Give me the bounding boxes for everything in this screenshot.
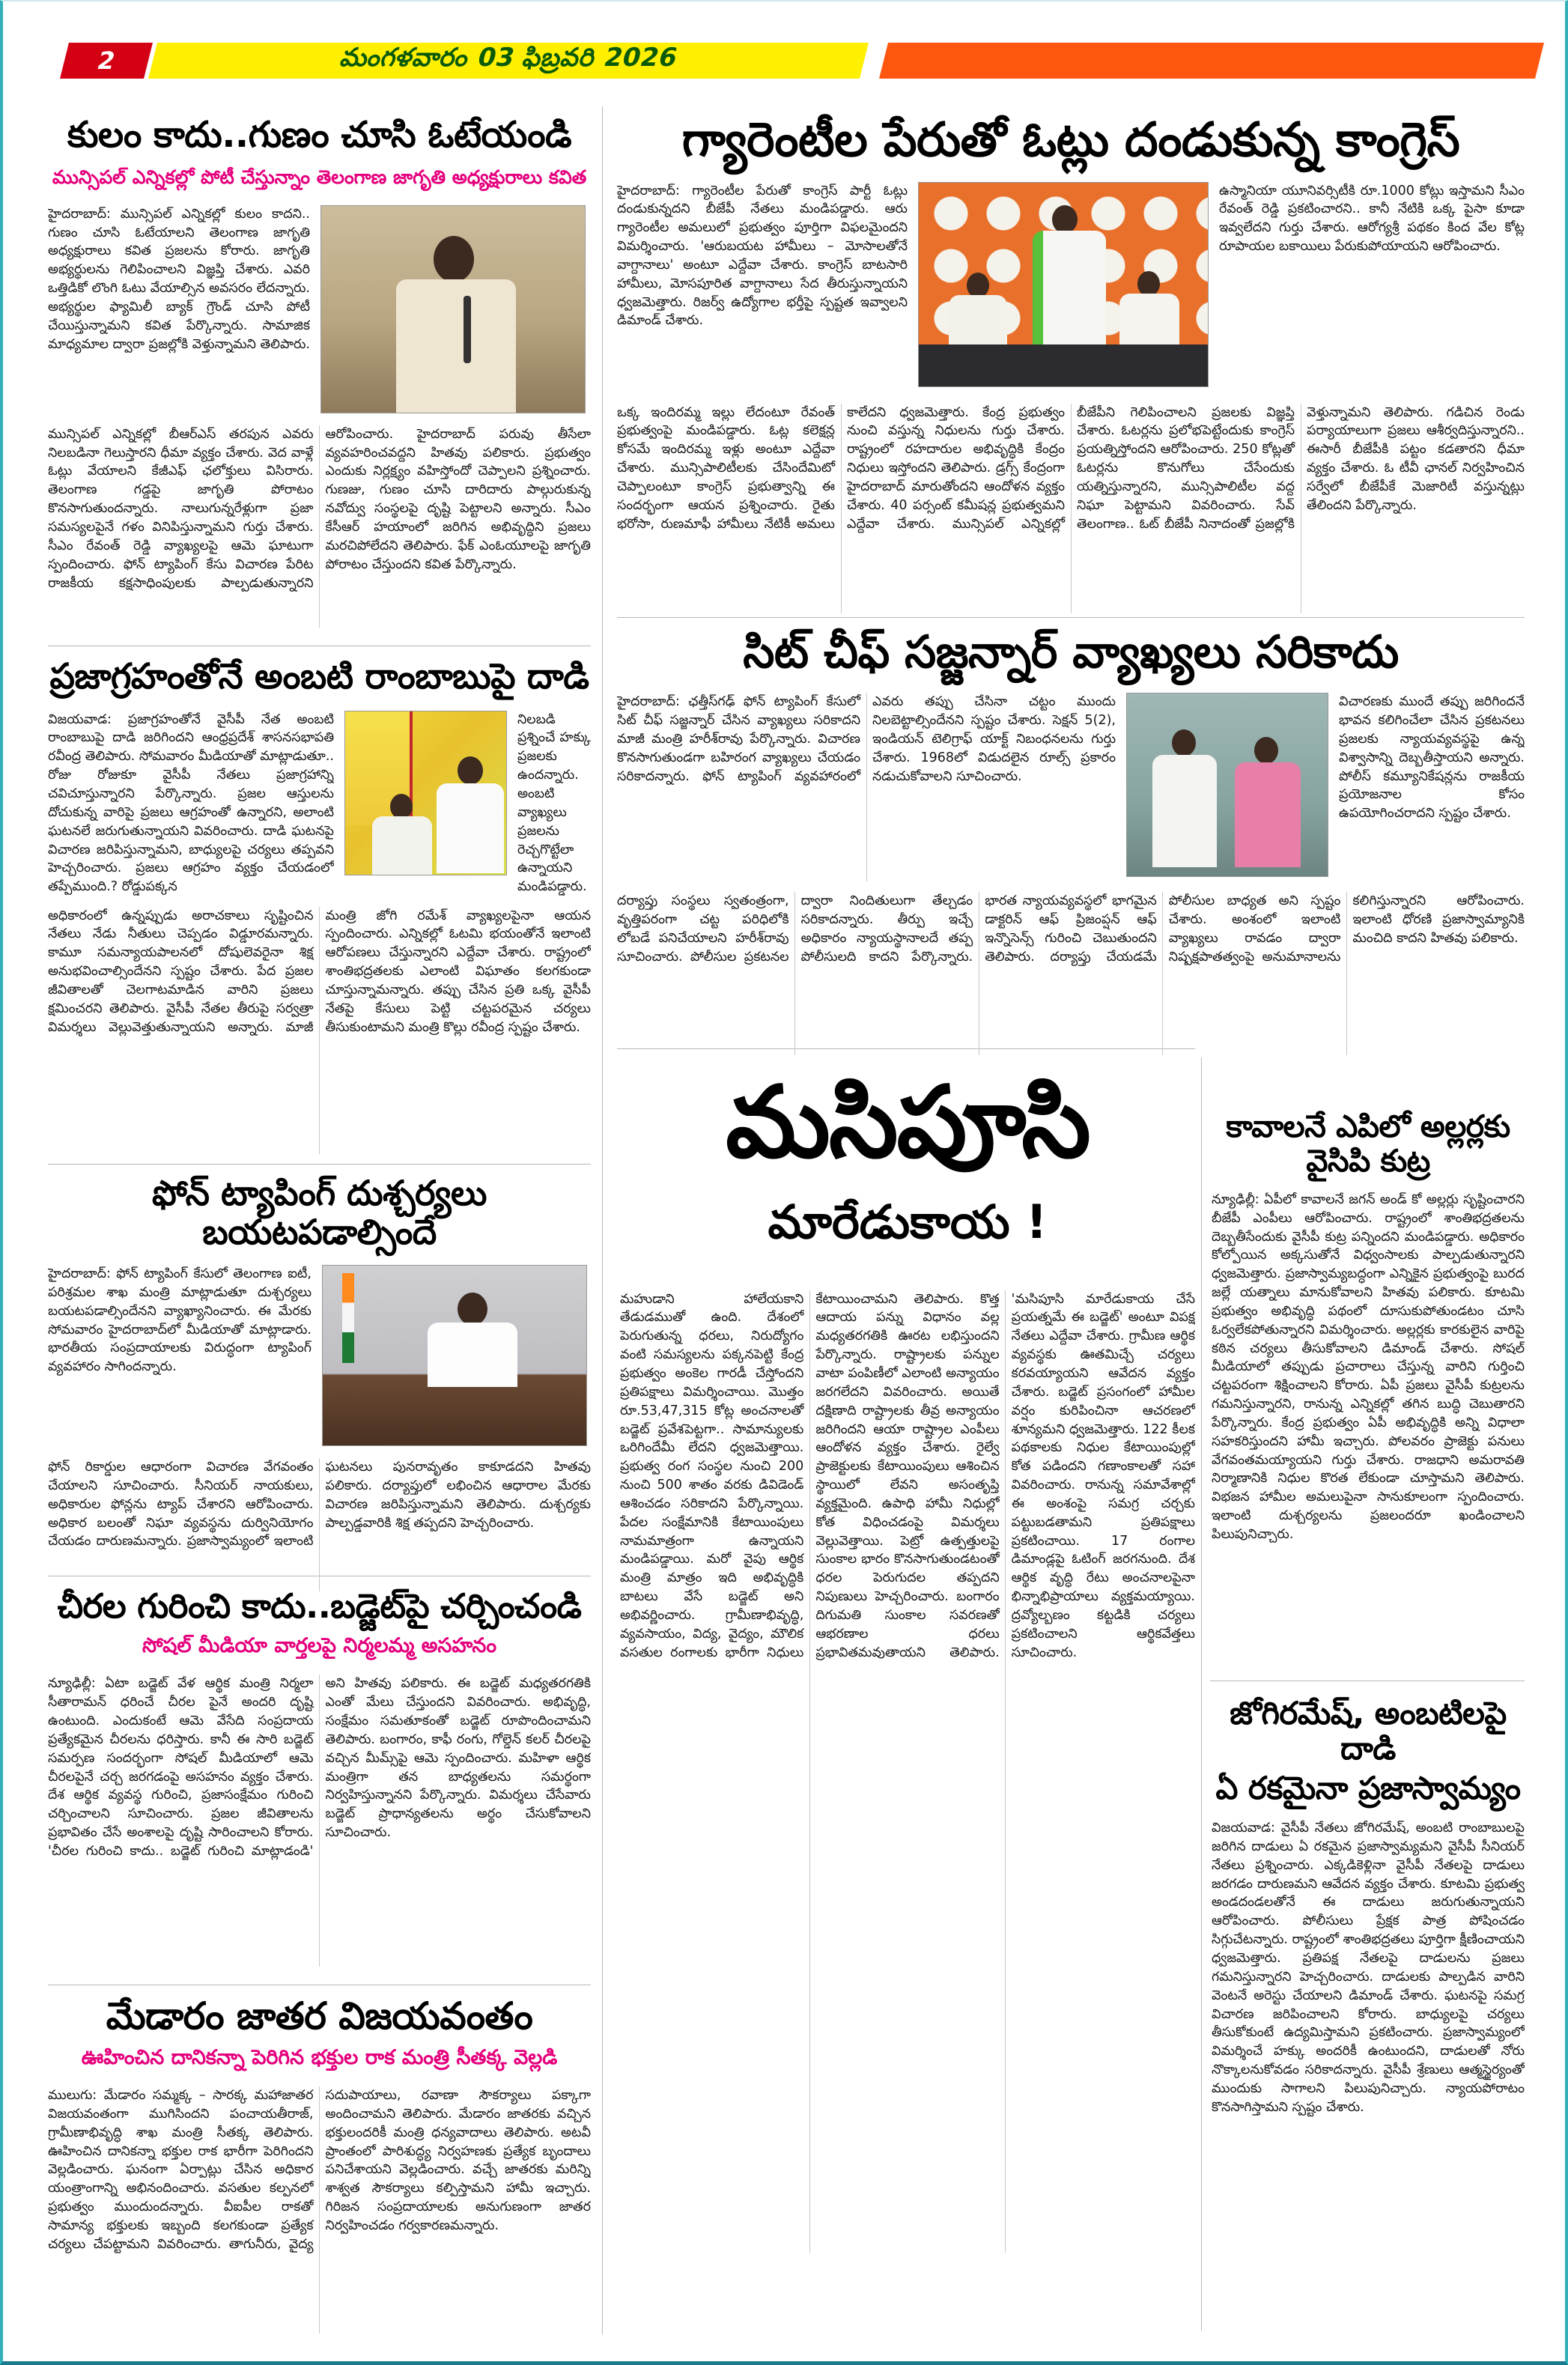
- article-headline: సిట్ చీఫ్ సజ్జన్నార్ వ్యాఖ్యలు సరికాదు: [743, 626, 1399, 678]
- page-date: మంగళవారం 03 ఫిబ్రవరి 2026: [148, 43, 869, 79]
- article-headline: చీరల గురించి కాదు..బడ్జెట్‌పై చర్చించండి: [57, 1586, 582, 1626]
- photo-figure-body: [1235, 762, 1301, 867]
- photo-microphone: [464, 296, 471, 363]
- article-kavalane: [1212, 1110, 1525, 1685]
- article-headline: గ్యారెంటీల పేరుతో ఓట్లు దండుకున్న కాంగ్రెస్: [681, 112, 1460, 167]
- article-cheera-budget: [48, 1588, 591, 1967]
- divider: [1201, 1057, 1202, 2331]
- article-body: ఒక్క ఇందిరమ్మ ఇల్లు లేదంటూ రేవంత్ ప్రభుత్వంపై మండిపడ్డారు. ఓట్ల కలెక్షన్ల కోసమే ఇందిరమ్మ ఇళ్లు అంటూ ఎద్దేవా చేశారు. మున్సిపాలిటీలకు చేసిందేమిటో చెప్పాలంటూ కాంగ్రెస్ ప్రభుత్వాన్ని ఈ సందర్భంగా ఆయన ప్రశ్నించారు. రైతు భరోసా, రుణమాఫీ హామీలు నేటికీ అమలు కాలేదని ధ్వజమెత్తారు. కేంద్ర ప్రభుత్వం నుంచి వస్తున్న నిధులను గుర్తు చేశారు. రాష్ట్రంలో రహదారుల అభివృద్ధికి కేంద్రం నిధులు ఇస్తోందని తెలిపారు. డ్రగ్స్ కేంద్రంగా హైదరాబాద్ మారుతోందని ఆందోళన వ్యక్తం చేశారు. 40 పర్సంట్ కమీషన్ల ప్రభుత్వమని ఎద్దేవా చేశారు. మున్సిపల్ ఎన్నికల్లో బీజేపీని గెలిపించాలని ప్రజలకు విజ్ఞప్తి చేశారు. ఓటర్లను ప్రలోభపెట్టేందుకు కాంగ్రెస్ ప్రయత్నిస్తోందని ఆరోపించారు. 250 కోట్లతో ఓటర్లను కొనుగోలు చేసేందుకు యత్నిస్తున్నారని, మున్సిపాలిటీల వద్ద నిఘా పెట్టామని వివరించారు. సేవ్ తెలంగాణ.. ఓట్ బీజేపీ నినాదంతో ప్రజల్లోకి వెళ్తున్నామని తెలిపారు. గడిచిన రెండు పర్యాయాలుగా ప్రజలు ఆశీర్వదిస్తున్నారని.. ఈసారీ బీజేపీకి పట్టం కడతారని ధీమా వ్యక్తం చేశారు. ఓ టీవీ ఛానల్ నిర్వహించిన సర్వేలో బీజేపీకే మెజారిటీ వస్తున్నట్లు తేలిందని పేర్కొన్నారు.: [617, 404, 1525, 532]
- photo-figure-head: [1052, 205, 1078, 234]
- photo-kavitha-speaking: [320, 205, 586, 413]
- article-body: ఫోన్ రికార్డుల ఆధారంగా విచారణ వేగవంతం చేయాలని సూచించారు. సీనియర్ నాయకులు, అధికారుల ఫోన్లను ట్యాప్ చేశారని ఆరోపించారు. అధికార బలంతో నిఘా వ్యవస్థను దుర్వినియోగం చేయడం దారుణమన్నారు. ప్రజాస్వామ్యంలో ఇలాంటి ఘటనలు పునరావృతం కాకూడదని హితవు పలికారు. దర్యాప్తులో లభించిన ఆధారాల మేరకు విచారణ జరిపిస్తున్నామని తెలిపారు. దుశ్చర్యకు పాల్పడ్డవారికి శిక్ష తప్పదని హెచ్చరించారు.: [48, 1460, 591, 1549]
- article-body: మున్సిపల్ ఎన్నికల్లో బీఆర్ఎస్ తరపున ఎవరు నిలబడినా గెలుస్తారని ధీమా వ్యక్తం చేశారు. వెద వాళ్లే ఓట్లు వేయాలని కేజీఎఫ్ ఛలోక్తులు విసిరారు. తెలంగాణ గడ్డపై జాగృతి పోరాటం కొనసాగుతుందన్నారు. నాలుగున్నరేళ్లుగా ప్రజా సమస్యలపైనే గళం వినిపిస్తున్నామని గుర్తు చేశారు. సీఎం రేవంత్ రెడ్డి వ్యాఖ్యలపై ఆమె ఘాటుగా స్పందించారు. ఫోన్ ట్యాపింగ్ కేసు విచారణ పేరిట రాజకీయ కక్షసాధింపులకు పాల్పడుతున్నారని ఆరోపించారు. హైదరాబాద్ పరువు తీసేలా వ్యవహరించవద్దని హితవు పలికారు. ప్రభుత్వం ఎందుకు నిర్లక్ష్యం వహిస్తోందో చెప్పాలని ప్రశ్నించారు. గుణజు, గుణం చూసి దారిదారు పాల్గురుకున్న నవోద్వు సంస్థలపై దృష్టి పెట్టాలని అన్నారు. సీఎం కేసీఆర్ హయాంలో జరిగిన అభివృద్ధిని ప్రజలు మరచిపోలేదని తెలిపారు. ఫేక్ ఎంఓయూలపై జాగృతి పోరాటం చేస్తుందని కవిత పేర్కొన్నారు.: [48, 426, 591, 591]
- article-headline: కావాలనే ఎపిలో అల్లర్లకు వైసిపి కుట్ర: [1226, 1108, 1510, 1179]
- article-headline: మేడారం జాతర విజయవంతం: [106, 1994, 533, 2038]
- article-masipusi: [620, 1065, 1195, 2253]
- photo-figure-head: [390, 794, 413, 819]
- article-kulam: [48, 115, 591, 628]
- photo-figure-body: [1033, 231, 1106, 350]
- photo-figure-body: [949, 295, 1007, 347]
- divider: [48, 1164, 591, 1165]
- photo-leaders-media: [1126, 693, 1328, 877]
- article-medaram: [48, 1995, 591, 2334]
- main-column-divider: [602, 106, 603, 2334]
- article-headline-line1: జోగిరమేష్, అంబటిలపై దాడి: [1230, 1695, 1507, 1767]
- article-headline: ప్రజాగ్రహంతోనే అంబటి రాంబాబుపై దాడి: [49, 656, 589, 697]
- photo-bjp-press-meet: [918, 182, 1209, 387]
- article-phone-tapping: [48, 1174, 591, 1591]
- divider: [617, 617, 1525, 618]
- article-jogi: [1212, 1695, 1525, 2336]
- article-subhead: ఊహించిన దానికన్నా పెరిగిన భక్తుల రాక మంత్రి సీతక్క వెల్లడి: [81, 2046, 558, 2069]
- article-body: విజయవాడ: వైసీపీ నేతలు జోగిరమేష్, అంబటి రాంబాబులపై జరిగిన దాడులు ఏ రకమైన ప్రజాస్వామ్యమని వైసీపీ సీనియర్ నేతలు ప్రశ్నించారు. ఎక్కడికెళ్లినా వైసీపీ నేతలపై దాడులు జరగడం దారుణమని ఆవేదన వ్యక్తం చేశారు. కూటమి ప్రభుత్వ అండదండలతోనే ఈ దాడులు జరుగుతున్నాయని ఆరోపించారు. పోలీసులు ప్రేక్షక పాత్ర పోషించడం సిగ్గుచేటన్నారు. రాష్ట్రంలో శాంతిభద్రతలు పూర్తిగా క్షీణించాయని ధ్వజమెత్తారు. ప్రతిపక్ష నేతలపై దాడులను ప్రజలు గమనిస్తున్నారని హెచ్చరించారు. దాడులకు పాల్పడిన వారిని వెంటనే అరెస్టు చేయాలని డిమాండ్ చేశారు. ఘటనపై సమగ్ర విచారణ జరిపించాలని కోరారు. బాధ్యులపై చర్యలు తీసుకోకుంటే ఉద్యమిస్తామని ప్రకటించారు. ప్రజాస్వామ్యంలో విమర్శించే హక్కు అందరికీ ఉంటుందని, దాడులతో నోరు నొక్కాలనుకోవడం సరికాదన్నారు. వైసీపీ శ్రేణులు ఆత్మస్థైర్యంతో ముందుకు సాగాలని పిలుపునిచ్చారు. న్యాయపోరాటం కొనసాగిస్తామని స్పష్టం చేశారు.: [1212, 1821, 1525, 2115]
- article-headline: ఫోన్ ట్యాపింగ్ దుశ్చర్యలు బయటపడాల్సిందే: [152, 1173, 487, 1252]
- photo-figure-head: [1137, 271, 1160, 297]
- article-body: మహుడాని హాలేయకాని తేడుడముతో ఉంది. దేశంలో పెరుగుతున్న ధరలు, నిరుద్యోగం వంటి సమస్యలను పక్కనపెట్టి కేంద్ర ప్రభుత్వం అంకెల గారడీ చేస్తోందని ప్రతిపక్షాలు విమర్శించాయి. మొత్తం రూ.53,47,315 కోట్ల అంచనాలతో బడ్జెట్ ప్రవేశపెట్టగా.. సామాన్యులకు ఒరిగిందేమీ లేదని ధ్వజమెత్తాయి. ప్రభుత్వ రంగ సంస్థల నుంచి 200 నుంచి 500 శాతం వరకు డివిడెండ్ ఆశించడం సరికాదని పేర్కొన్నాయి. పేదల సంక్షేమానికి కేటాయింపులు నామమాత్రంగా ఉన్నాయని మండిపడ్డాయి. మరో వైపు ఆర్థిక మంత్రి మాత్రం ఇది అభివృద్ధికి బాటలు వేసే బడ్జెట్ అని అభివర్ణించారు. గ్రామీణాభివృద్ధి, వ్యవసాయం, విద్య, వైద్యం, మౌలిక వసతుల రంగాలకు భారీగా నిధులు కేటాయించామని తెలిపారు. కొత్త ఆదాయ పన్ను విధానం వల్ల మధ్యతరగతికి ఊరట లభిస్తుందని పేర్కొన్నారు. రాష్ట్రాలకు పన్నుల వాటా పంపిణీలో ఎలాంటి అన్యాయం జరగలేదని వివరించారు. అయితే దక్షిణాది రాష్ట్రాలకు తీవ్ర అన్యాయం జరిగిందని ఆయా రాష్ట్రాల ఎంపీలు ఆందోళన వ్యక్తం చేశారు. రైల్వే ప్రాజెక్టులకు కేటాయింపులు ఆశించిన స్థాయిలో లేవని అసంతృప్తి వ్యక్తమైంది. ఉపాధి హామీ నిధుల్లో కోత విధించడంపై విమర్శలు వెల్లువెత్తాయి. పెట్రో ఉత్పత్తులపై సుంకాల భారం కొనసాగుతుండటంతో ధరల పెరుగుదల తప్పదని నిపుణులు హెచ్చరించారు. బంగారం దిగుమతి సుంకాల సవరణతో ఆభరణాల ధరలు ప్రభావితమవుతాయని తెలిపారు. 'మసిపూసి మారేడుకాయ చేసే ప్రయత్నమే ఈ బడ్జెట్' అంటూ విపక్ష నేతలు ఎద్దేవా చేశారు. గ్రామీణ ఆర్థిక వ్యవస్థకు ఊతమిచ్చే చర్యలు కరవయ్యాయని ఆవేదన వ్యక్తం చేశారు. బడ్జెట్ ప్రసంగంలో హామీల వర్షం కురిపించినా ఆచరణలో శూన్యమని ధ్వజమెత్తారు. 122 కీలక పథకాలకు నిధుల కేటాయింపుల్లో కోత పడిందని గణాంకాలతో సహా వివరించారు. రానున్న సమావేశాల్లో ఈ అంశంపై సమగ్ర చర్చకు పట్టుబడతామని ప్రతిపక్షాలు ప్రకటించాయి. 17 రంగాల డిమాండ్లపై ఓటింగ్ జరగనుంది. దేశ ఆర్థిక వృద్ధి రేటు అంచనాలపైనా భిన్నాభిప్రాయాలు వ్యక్తమయ్యాయి. ద్రవ్యోల్బణం కట్టడికి చర్యలు ప్రకటించాలని ఆర్థికవేత్తలు సూచించారు.: [620, 1291, 1195, 1660]
- photo-figure-head: [458, 1293, 487, 1326]
- photo-figure-body: [1152, 755, 1217, 867]
- article-subhead: మున్సిపల్ ఎన్నికల్లో పోటీ చేస్తున్నాం తెలంగాణ జాగృతి అధ్యక్షురాలు కవిత: [52, 166, 587, 188]
- article-body: అధికారంలో ఉన్నప్పుడు అరాచకాలు సృష్టించిన నేతలు నేడు నీతులు చెప్పడం విడ్డూరమన్నారు. కామూ సమన్యాయపాలనలో దోషులెవరైనా శిక్ష అనుభవించాల్సిందేనని స్పష్టం చేశారు. పేద ప్రజల జీవితాలతో చెలగాటమాడిన వారిని ప్రజలు క్షమించరని తెలిపారు. వైసీపీ నేతల తీరుపై సర్వత్రా విమర్శలు వెల్లువెత్తుతున్నాయని అన్నారు. మాజీ మంత్రి జోగి రమేశ్ వ్యాఖ్యలపైనా ఆయన స్పందించారు. ఎన్నికల్లో ఓటమి భయంతోనే ఇలాంటి ఆరోపణలు చేస్తున్నారని ఎద్దేవా చేశారు. రాష్ట్రంలో శాంతిభద్రతలకు ఎలాంటి విఘాతం కలగకుండా చూస్తున్నామన్నారు. తప్పు చేసిన ప్రతి ఒక్క వైసీపీ నేతపై కేసులు పెట్టి చట్టపరమైన చర్యలు తీసుకుంటామని మంత్రి కొల్లు రవీంద్ర స్పష్టం చేశారు.: [48, 908, 591, 1035]
- article-congress-guarantees: [617, 114, 1525, 613]
- photo-figure-body: [1119, 294, 1179, 347]
- photo-table: [919, 344, 1208, 386]
- photo-figure-body: [396, 279, 516, 413]
- article-body: న్యూఢిల్లీ: ఏపీలో కావాలనే జగన్ అండ్ కో అల్లర్లు సృష్టించారని బీజేపీ ఎంపీలు ఆరోపించారు. రాష్ట్రంలో శాంతిభద్రతలను దెబ్బతీసేందుకు వైసీపీ కుట్ర పన్నిందని మండిపడ్డారు. అధికారం కోల్పోయిన అక్కసుతోనే విధ్వంసాలకు పాల్పడుతున్నారని ధ్వజమెత్తారు. ప్రజాస్వామ్యబద్ధంగా ఎన్నికైన ప్రభుత్వంపై బురద జల్లే యత్నాలు మానుకోవాలని హితవు పలికారు. కూటమి ప్రభుత్వం అభివృద్ధి పథంలో దూసుకుపోతుండటం చూసి ఓర్వలేకపోతున్నారని విమర్శించారు. అల్లర్లకు కారకులైన వారిపై కఠిన చర్యలు తీసుకోవాలని డిమాండ్ చేశారు. సోషల్ మీడియాలో తప్పుడు ప్రచారాలు చేస్తున్న వారిని గుర్తించి చట్టపరంగా శిక్షించాలని కోరారు. ఏపీ ప్రజలు వైసీపీ కుట్రలను గమనిస్తున్నారని, రానున్న ఎన్నికల్లో తగిన బుద్ధి చెబుతారని పేర్కొన్నారు. కేంద్ర ప్రభుత్వం ఏపీ అభివృద్ధికి అన్ని విధాలా సహకరిస్తుందని హామీ ఇచ్చారు. పోలవరం ప్రాజెక్టు పనులు వేగవంతమయ్యాయని గుర్తు చేశారు. రాజధాని అమరావతి నిర్మాణానికి నిధుల కొరత లేకుండా చూస్తామని తెలిపారు. విభజన హామీల అమలుపైనా సానుకూలంగా స్పందించారు. ఇలాంటి దుశ్చర్యలను ప్రజలందరూ ఖండించాలని పిలుపునిచ్చారు.: [1212, 1191, 1525, 1542]
- display-headline-line2: మారేడుకాయ !: [768, 1194, 1048, 1249]
- page-number-badge: 2: [60, 43, 153, 79]
- article-body: విచారణకు ముందే తప్పు జరిగిందనే భావన కలిగించేలా చేసిన ప్రకటనలు ప్రజలకు న్యాయవ్యవస్థపై ఉన్న విశ్వాసాన్ని దెబ్బతీస్తాయని అన్నారు. పోలీస్ కమ్యూనికేషన్లను రాజకీయ ప్రయోజనాల కోసం ఉపయోగించరాదని స్పష్టం చేశారు.: [1339, 694, 1525, 822]
- photo-flag: [342, 1273, 354, 1363]
- photo-figure-body: [437, 783, 504, 873]
- article-body: విజయవాడ: ప్రజాగ్రహంతోనే వైసీపీ నేత అంబటి రాంబాబుపై దాడి జరిగిందని ఆంధ్రప్రదేశ్ శాసనసభాపతి రవీంద్ర తెలిపారు. సోమవారం మీడియాతో మాట్లాడుతూ.. రోజు రోజుకూ వైసీపీ నేతలు ప్రజాగ్రహాన్ని చవిచూస్తున్నారని పేర్కొన్నారు. ప్రజల ఆస్తులను దోచుకున్న వారిపై ప్రజలు ఆగ్రహంతో ఉన్నారని, అలాంటి ఘటనలే జరుగుతున్నాయని వివరించారు. దాడి ఘటనపై విచారణ జరిపిస్తున్నామని, బాధ్యులపై చర్యలు తప్పవని హెచ్చరించారు. ప్రజలు ఆగ్రహం వ్యక్తం చేయడంలో తప్పేముంది.? రోడ్డుపక్కన: [48, 711, 334, 895]
- photo-figure-body: [372, 816, 432, 875]
- article-body: హైదరాబాద్: గ్యారెంటీల పేరుతో కాంగ్రెస్ పార్టీ ఓట్లు దండుకున్నదని బీజేపీ నేతలు మండిపడ్డారు. ఆరు గ్యారెంటీల అమలులో ప్రభుత్వం పూర్తిగా విఫలమైందని విమర్శించారు. 'ఆరుబయట హామీలు – మోసాలతోనే వాగ్దానాలు' అంటూ ఎద్దేవా చేశారు. కాంగ్రెస్ బాటసారి హామీలు, మోసపూరిత వాగ్దానాలు సేద తీరుస్తున్నాయని ధ్వజమెత్తారు. రిజర్వ్ ఉద్యోగాల భర్తీపై స్పష్టత ఇవ్వాలని డిమాండ్ చేశారు.: [617, 183, 908, 329]
- article-subhead: సోషల్ మీడియా వార్తలపై నిర్మలమ్మ అసహనం: [142, 1634, 497, 1658]
- article-ambati: [48, 658, 591, 1154]
- article-body: హైదరాబాద్: ఫోన్ ట్యాపింగ్ కేసులో తెలంగాణ ఐటీ, పరిశ్రమల శాఖ మంత్రి మాట్లాడుతూ దుశ్చర్యలు బయటపడాల్సిందేనని వ్యాఖ్యానించారు. ఈ మేరకు సోమవారం హైదరాబాద్‌లో మీడియాతో మాట్లాడారు. భారతీయ సంప్రదాయాలకు విరుద్ధంగా ట్యాపింగ్ వ్యవహారం సాగిందన్నారు.: [48, 1266, 312, 1375]
- photo-figure-body: [428, 1323, 517, 1387]
- article-body: న్యూఢిల్లీ: ఏటా బడ్జెట్ వేళ ఆర్థిక మంత్రి నిర్మలా సీతారామన్ ధరించే చీరల పైనే అందరి దృష్టి ఉంటుంది. ఎందుకంటే ఆమె వేసేది సంప్రదాయ ప్రత్యేకమైన చీరలను ధరిస్తారు. కానీ ఈ సారి బడ్జెట్ సమర్పణ సందర్భంగా సోషల్ మీడియాలో ఆమె చీరలపైనే చర్చ జరగడంపై అసహనం వ్యక్తం చేశారు. దేశ ఆర్థిక వ్యవస్థ గురించి, ప్రజాసంక్షేమం గురించి చర్చించాలని సూచించారు. ప్రజల జీవితాలను ప్రభావితం చేసే అంశాలపై దృష్టి సారించాలని కోరారు. 'చీరల గురించి కాదు.. బడ్జెట్ గురించి మాట్లాడండి' అని హితవు పలికారు. ఈ బడ్జెట్ మధ్యతరగతికి ఎంతో మేలు చేస్తుందని వివరించారు. అభివృద్ధి, సంక్షేమం సమతూకంతో బడ్జెట్ రూపొందించామని తెలిపారు. బంగారం, కాఫీ రంగు, గోల్డెన్ కలర్ చీరలపై వచ్చిన మీమ్స్‌పై ఆమె స్పందించారు. మహిళా ఆర్థిక మంత్రిగా తన బాధ్యతలను సమర్థంగా నిర్వహిస్తున్నానని పేర్కొన్నారు. విమర్శలు చేసేవారు బడ్జెట్ ప్రాధాన్యతలను అర్థం చేసుకోవాలని సూచించారు.: [48, 1676, 591, 1859]
- article-body: నిలబడి ప్రశ్నించే హక్కు ప్రజలకు ఉందన్నారు. అంబటి వ్యాఖ్యలు ప్రజలను రెచ్చగొట్టేలా ఉన్నాయని మండిపడ్డారు.: [517, 711, 591, 895]
- article-body: ఉస్మానియా యూనివర్సిటీకి రూ.1000 కోట్లు ఇస్తామని సీఎం రేవంత్ రెడ్డి ప్రకటించారని.. కానీ నేటికి ఒక్క పైసా కూడా ఇవ్వలేదని గుర్తు చేశారు. ఆరోగ్యశ్రీ పథకం కింద వేల కోట్ల రూపాయల బకాయిలు పేరుకుపోయాయని ఆరోపించారు.: [1219, 183, 1525, 255]
- photo-figure-head: [1172, 729, 1196, 756]
- display-headline-line1: మసిపూసి: [726, 1065, 1090, 1180]
- article-body: ములుగు: మేడారం సమ్మక్క – సారక్క మహాజాతర విజయవంతంగా ముగిసిందని పంచాయతీరాజ్, గ్రామీణాభివృద్ధి శాఖ మంత్రి సీతక్క తెలిపారు. ఊహించిన దానికన్నా భక్తుల రాక భారీగా పెరిగిందని వెల్లడించారు. ఘనంగా ఏర్పాట్లు చేసిన అధికార యంత్రాంగాన్ని అభినందించారు. వసతుల కల్పనలో ప్రభుత్వం ముందుందన్నారు. వీఐపీల రాకతో సామాన్య భక్తులకు ఇబ్బంది కలగకుండా ప్రత్యేక చర్యలు చేపట్టామని వివరించారు. తాగునీరు, వైద్య సదుపాయాలు, రవాణా సౌకర్యాలు పక్కాగా అందించామని తెలిపారు. మేడారం జాతరకు వచ్చిన భక్తులందరికీ మంత్రి ధన్యవాదాలు తెలిపారు. అటవీ ప్రాంతంలో పారిశుద్ధ్య నిర్వహణకు ప్రత్యేక బృందాలు పనిచేశాయని వెల్లడించారు. వచ్చే జాతరకు మరిన్ని శాశ్వత సౌకర్యాలు కల్పిస్తామని హామీ ఇచ్చారు. గిరిజన సంప్రదాయాలకు అనుగుణంగా జాతర నిర్వహించడం గర్వకారణమన్నారు.: [48, 2088, 591, 2252]
- article-headline-line2: ఏ రకమైనా ప్రజాస్వామ్యం: [1215, 1770, 1521, 1807]
- article-sit-chief: [617, 628, 1525, 1055]
- article-body: హైదరాబాద్: ఛత్తీస్‌గఢ్ ఫోన్ ట్యాపింగ్ కేసులో సిట్ చీఫ్ సజ్జన్నార్ చేసిన వ్యాఖ్యలు సరికాదని మాజీ మంత్రి హరీశ్‌రావు పేర్కొన్నారు. విచారణ కొనసాగుతుండగా బహిరంగ వ్యాఖ్యలు చేయడం సరికాదన్నారు. ఫోన్ ట్యాపింగ్ వ్యవహారంలో ఎవరు తప్పు చేసినా చట్టం ముందు నిలబెట్టాల్సిందేనని స్పష్టం చేశారు. సెక్షన్ 5(2), ఇండియన్ టెలిగ్రాఫ్ యాక్ట్ నిబంధనలను గుర్తు చేశారు. 1968లో విడుదలైన రూల్స్ ప్రకారం నడుచుకోవాలని సూచించారు.: [617, 694, 1116, 784]
- article-body: దర్యాప్తు సంస్థలు స్వతంత్రంగా, వృత్తిపరంగా చట్ట పరిధిలోకి లోబడే పనిచేయాలని హరీశ్‌రావు సూచించారు. పోలీసుల ప్రకటనల ద్వారా నిందితులుగా తేల్చడం సరికాదన్నారు. తీర్పు ఇచ్చే అధికారం న్యాయస్థానాలదే తప్ప పోలీసులది కాదని పేర్కొన్నారు. భారత న్యాయవ్యవస్థలో భాగమైన డాక్టరిన్ ఆఫ్ ప్రిజంప్షన్ ఆఫ్ ఇన్నొసెన్స్ గురించి చెబుతుందని తెలిపారు. దర్యాప్తు చేయడమే పోలీసుల బాధ్యత అని స్పష్టం చేశారు. అంశంలో ఇలాంటి వ్యాఖ్యలు రావడం ద్వారా నిష్పక్షపాతత్వంపై అనుమానాలను కలిగిస్తున్నారని ఆరోపించారు. ఇలాంటి ధోరణి ప్రజాస్వామ్యానికి మంచిది కాదని హితవు పలికారు.: [617, 893, 1525, 965]
- photo-figure-head: [967, 273, 989, 298]
- header-accent-band: [879, 43, 1544, 79]
- photo-figure-head: [458, 756, 483, 785]
- photo-tdp-press-meet: [344, 711, 507, 875]
- photo-minister-at-desk: [322, 1265, 587, 1446]
- photo-figure-head: [434, 236, 474, 282]
- article-headline: కులం కాదు..గుణం చూసి ఓటేయండి: [67, 114, 572, 156]
- page-header: [64, 43, 1540, 79]
- article-body: హైదరాబాద్: మున్సిపల్ ఎన్నికల్లో కులం కాదని.. గుణం చూసి ఓటేయాలని తెలంగాణ జాగృతి అధ్యక్షురాలు కవిత ప్రజలను కోరారు. జాగృతి అభ్యర్థులను గెలిపించాలని విజ్ఞప్తి చేశారు. ఎవరి ఒత్తిడికో లొంగి ఓటు వేయాల్సిన అవసరం లేదన్నారు. అభ్యర్థుల ఫ్యామిలీ బ్యాక్ గ్రౌండ్ చూసి పోటీ చేయిస్తున్నామని కవిత పేర్కొన్నారు. సామాజిక మాధ్యమాల ద్వారా ప్రజల్లోకి వెళ్తున్నామని తెలిపారు.: [48, 206, 310, 352]
- photo-figure-head: [1254, 737, 1278, 764]
